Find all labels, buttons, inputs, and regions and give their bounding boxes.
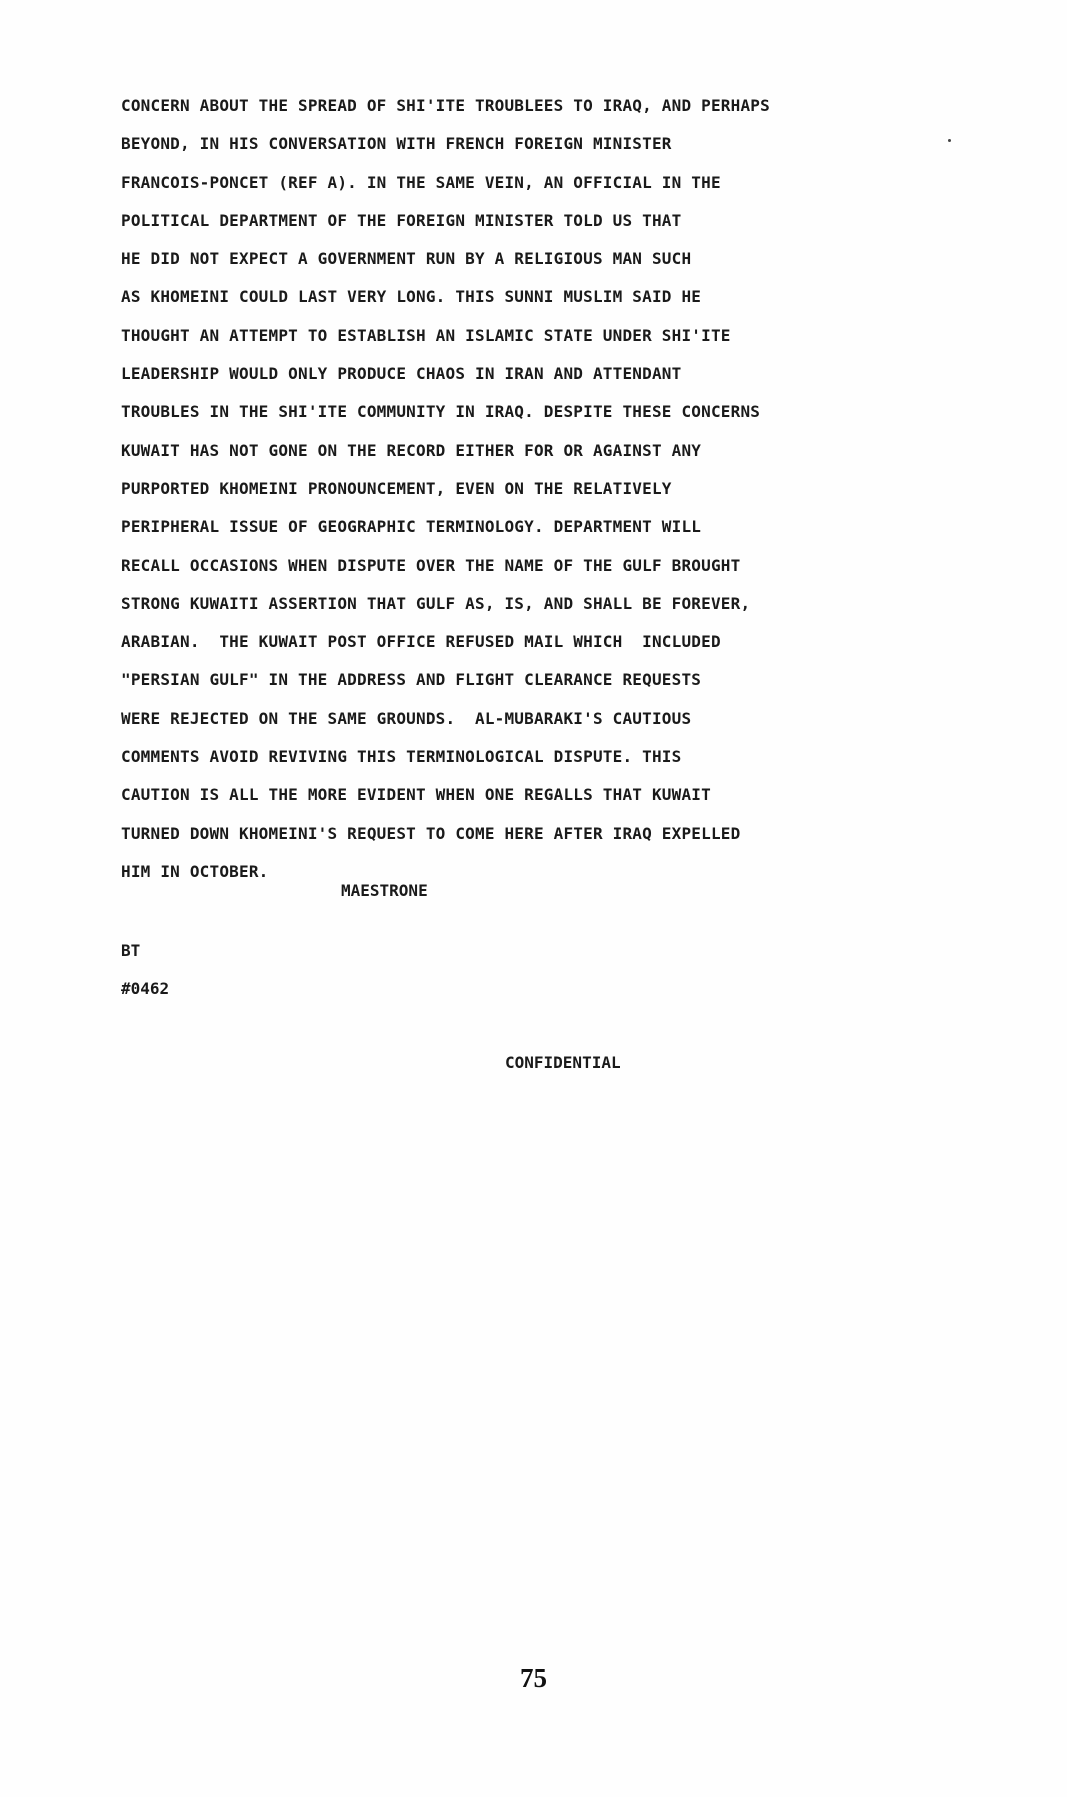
body-line: COMMENTS AVOID REVIVING THIS TERMINOLOGICAL DISPUTE. THIS [121,747,682,767]
body-line: TROUBLES IN THE SHI'ITE COMMUNITY IN IRAQ. DESPITE THESE CONCERNS [121,402,761,422]
body-line: BEYOND, IN HIS CONVERSATION WITH FRENCH FOREIGN MINISTER [121,134,672,154]
body-line: RECALL OCCASIONS WHEN DISPUTE OVER THE NAME OF THE GULF BROUGHT [121,555,741,575]
body-line: "PERSIAN GULF" IN THE ADDRESS AND FLIGHT CLEARANCE REQUESTS [121,670,702,690]
body-line: THOUGHT AN ATTEMPT TO ESTABLISH AN ISLAMIC STATE UNDER SHI'ITE [121,325,731,345]
body-line: WERE REJECTED ON THE SAME GROUNDS. AL-MUBARAKI'S CAUTIOUS [121,708,692,728]
trailer-message-number: #0462 [121,979,170,998]
page-number: 75 [520,1663,547,1693]
body-line: LEADERSHIP WOULD ONLY PRODUCE CHAOS IN IRAN AND ATTENDANT [121,364,682,384]
body-line: CAUTION IS ALL THE MORE EVIDENT WHEN ONE REGALLS THAT KUWAIT [121,785,711,805]
trailer-break-marker: BT [121,941,141,960]
body-line: STRONG KUWAITI ASSERTION THAT GULF AS, IS, AND SHALL BE FOREVER, [121,593,751,613]
scan-speck [948,139,951,142]
body-line: HIM IN OCTOBER. [121,861,269,881]
signature: MAESTRONE [341,881,428,900]
body-line: FRANCOIS-PONCET (REF A). IN THE SAME VEIN, AN OFFICIAL IN THE [121,172,721,192]
classification-marking: CONFIDENTIAL [505,1053,621,1072]
message-trailer [121,932,169,1008]
body-line: PERIPHERAL ISSUE OF GEOGRAPHIC TERMINOLOGY. DEPARTMENT WILL [121,517,702,537]
body-line: POLITICAL DEPARTMENT OF THE FOREIGN MINISTER TOLD US THAT [121,210,682,230]
body-line: CONCERN ABOUT THE SPREAD OF SHI'ITE TROUBLEES TO IRAQ, AND PERHAPS [121,96,770,115]
body-line: TURNED DOWN KHOMEINI'S REQUEST TO COME HERE AFTER IRAQ EXPELLED [121,823,741,843]
body-line: PURPORTED KHOMEINI PRONOUNCEMENT, EVEN ON THE RELATIVELY [121,478,672,498]
body-line: HE DID NOT EXPECT A GOVERNMENT RUN BY A RELIGIOUS MAN SUCH [121,249,692,269]
body-line: ARABIAN. THE KUWAIT POST OFFICE REFUSED MAIL WHICH INCLUDED [121,632,721,652]
body-line: AS KHOMEINI COULD LAST VERY LONG. THIS SUNNI MUSLIM SAID HE [121,287,702,307]
cable-body-text [121,87,1001,891]
body-line: KUWAIT HAS NOT GONE ON THE RECORD EITHER FOR OR AGAINST ANY [121,440,702,460]
